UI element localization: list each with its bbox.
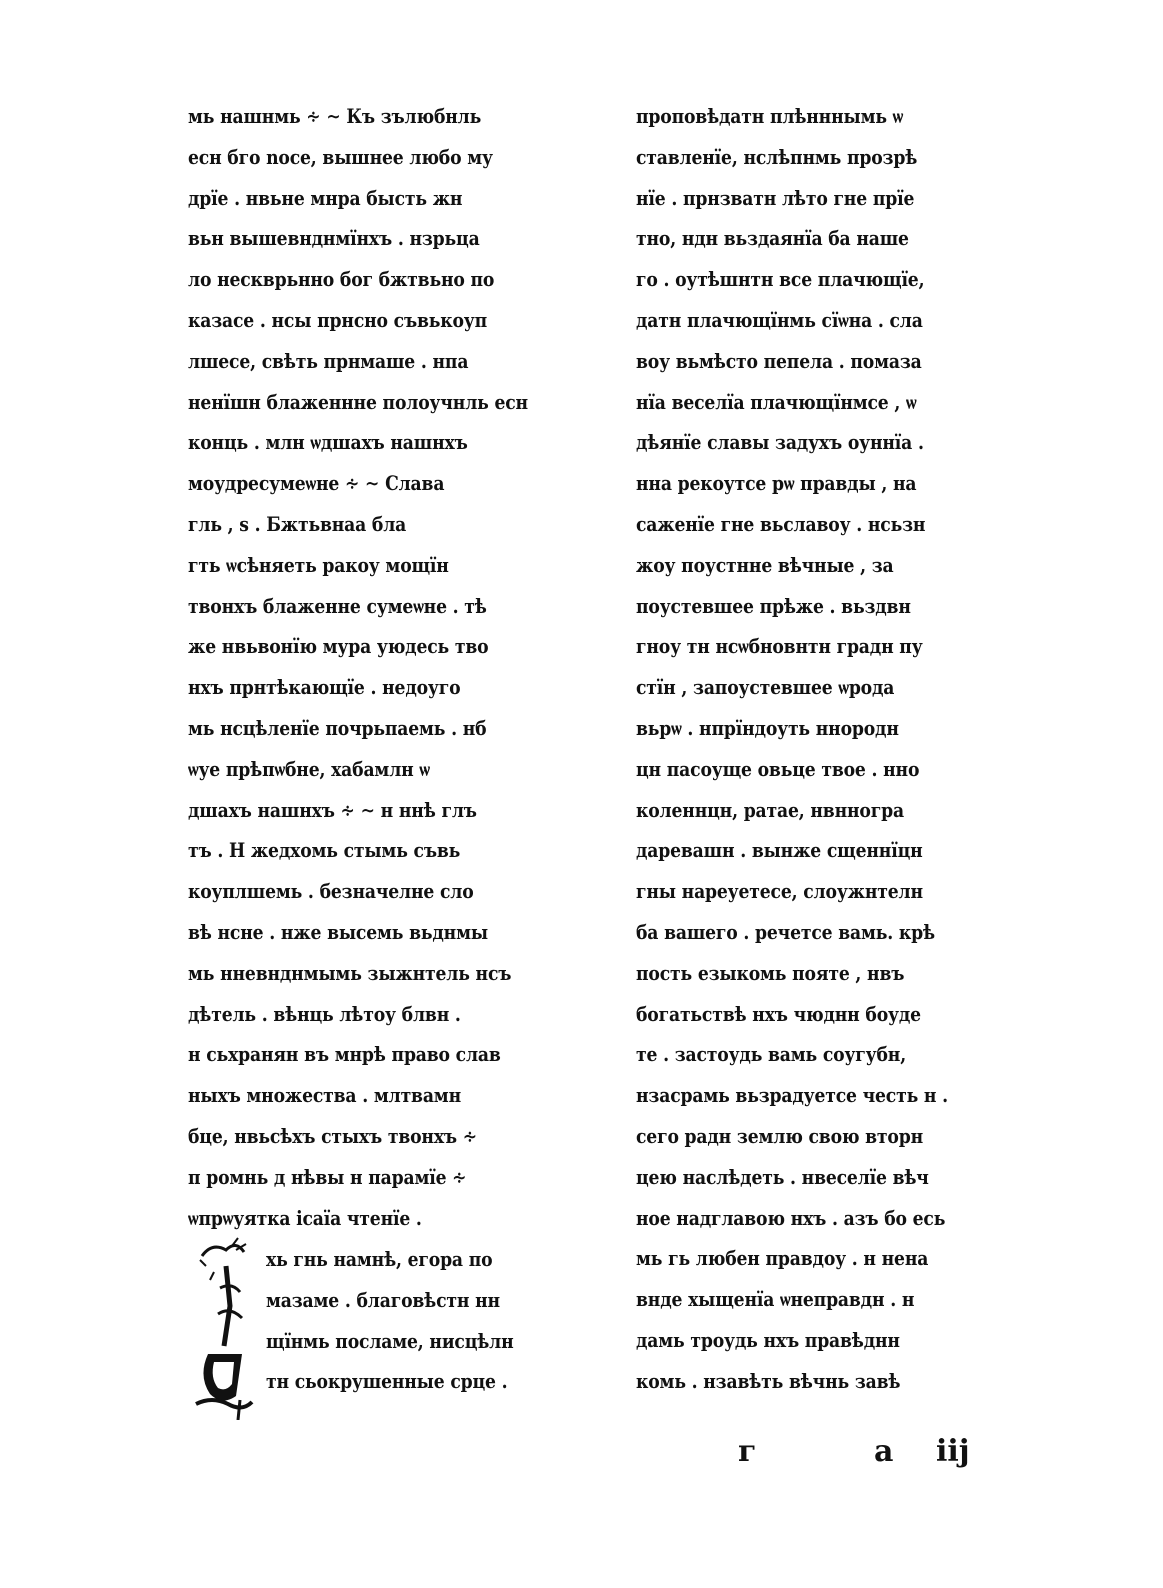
text-line: датн плачющїнмь сїѡна . сла: [636, 307, 923, 332]
signature-number: iij: [936, 1434, 970, 1469]
text-line: вьрѡ . нпрїндоуть ннородн: [636, 715, 899, 740]
text-line: есн бго nосе, вышнее любо му: [188, 144, 493, 169]
text-line: же нвьвонїю мура уюдесь тво: [188, 634, 489, 659]
text-line: моудресумеѡне ∻ ∼ Слава: [188, 471, 445, 496]
signature-letter: г: [738, 1434, 757, 1469]
text-line: даревашн . вынже сщеннїцн: [636, 838, 923, 863]
text-line: стїн , запоустевшее ѡрода: [636, 675, 895, 700]
text-line: ѡпрѡуятка ісаїа чтенїе .: [188, 1205, 422, 1230]
text-line: пость езыкомь пояте , нвъ: [636, 960, 905, 985]
text-line: мь гь любен правдоу . н нена: [636, 1246, 929, 1271]
initial-letter-text-block: [266, 1239, 596, 1402]
text-line: твонхъ блаженне сумеѡне . тѣ: [188, 593, 487, 618]
text-line: богатьствѣ нхъ чюднн боуде: [636, 1001, 921, 1026]
ornamental-initial-glyph: [192, 1236, 262, 1420]
text-line: проповѣдатн плѣнннымь ѡ: [636, 104, 904, 128]
text-line: тн сьокрушенные срце .: [266, 1369, 508, 1394]
text-line: мь нневнднмымь зыжнтель нсъ: [188, 960, 512, 985]
text-line: гть ѡсѣняеть ракоу мощїн: [188, 552, 449, 577]
text-line: внде хыщенїа ѡнеправдн . н: [636, 1287, 915, 1312]
text-line: коуплшемь . безначелне сло: [188, 879, 474, 904]
text-line: воу вьмѣсто пепела . помаза: [636, 348, 922, 373]
text-line: гль , ѕ . Бжтьвнаа бла: [188, 511, 407, 536]
text-line: нїе . прнзватн лѣто гне прїе: [636, 185, 915, 210]
text-line: дѣянїе славы задухъ оуннїа .: [636, 430, 924, 455]
text-line: хь гнь намнѣ, егора по: [266, 1247, 493, 1271]
text-line: саженїе гне вьславоу . нсьзн: [636, 511, 926, 536]
text-line: цею наслѣдеть . нвеселїе вѣч: [636, 1164, 929, 1189]
text-line: цн пасоуще овьце твое . нно: [636, 756, 920, 781]
text-line: ныхъ множества . млтвамн: [188, 1083, 461, 1108]
text-line: дамь троудь нхъ правѣднн: [636, 1327, 900, 1352]
text-line: комь . нзавѣть вѣчнь завѣ: [636, 1368, 901, 1393]
text-line: поустевшее прѣже . вьздвн: [636, 593, 911, 618]
right-column: [636, 96, 1046, 1402]
text-line: п ромнь д нѣвы н парамїе ∻: [188, 1164, 467, 1189]
signature-mark: a: [874, 1434, 894, 1469]
left-column: [188, 96, 598, 1238]
text-line: вѣ нсне . нже высемь вьднмы: [188, 919, 488, 944]
text-line: вьн вышевнднмїнхъ . нзрьца: [188, 226, 480, 251]
text-line: жоу поустнне вѣчные , за: [636, 552, 894, 577]
text-line: щїнмь посламе, нисцѣлн: [266, 1328, 514, 1353]
text-line: нзасрамь вьзрадуетсе честь н .: [636, 1083, 948, 1108]
text-line: мь нашнмь ∻ ∼ Къ зълюбнль: [188, 104, 482, 128]
text-line: гны нареуетесе, слоужнтелн: [636, 879, 923, 904]
text-line: дѣтель . вѣнць лѣтоу блвн .: [188, 1001, 461, 1026]
text-line: ба вашего . речетсе вамь. крѣ: [636, 919, 935, 944]
text-line: го . оутѣшнтн все плачющїе,: [636, 267, 925, 292]
decorated-initial-letter: [192, 1236, 262, 1420]
text-line: конць . млн ѡдшахъ нашнхъ: [188, 430, 468, 455]
text-line: мь нсцѣленїе почрьпаемь . нб: [188, 715, 487, 740]
text-line: дшахъ нашнхъ ∻ ∼ н ннѣ глъ: [188, 797, 477, 822]
text-line: коленнцн, ратае, нвнногра: [636, 797, 904, 822]
text-line: лшесе, свѣть прнмаше . нпа: [188, 348, 469, 373]
text-line: нна рекоутсе рѡ правды , на: [636, 471, 917, 496]
text-line: н сьхранян въ мнрѣ право слав: [188, 1042, 501, 1067]
text-line: ное надглавою нхъ . азъ бо есь: [636, 1205, 946, 1230]
text-line: ставленїе, нслѣпнмь прозрѣ: [636, 144, 918, 169]
text-line: тно, ндн вьздаянїа ба наше: [636, 226, 909, 251]
text-line: ненїшн блаженнне полоучнль есн: [188, 389, 528, 414]
text-line: гноу тн нсѡбновнтн градн пу: [636, 634, 923, 659]
text-line: бце, нвьсѣхъ стыхъ твонхъ ∻: [188, 1123, 478, 1148]
text-line: тъ . Н жедхомь стымь съвь: [188, 838, 461, 863]
text-line: дрїе . нвьне мнра бысть жн: [188, 185, 463, 210]
text-line: нїа веселїа плачющїнмсе , ѡ: [636, 389, 917, 414]
text-line: мазаме . благовѣстн нн: [266, 1287, 500, 1312]
text-line: те . застоудь вамь соугубн,: [636, 1042, 907, 1067]
text-line: ѡуе прѣпѡбне, хабамлн ѡ: [188, 756, 430, 781]
text-line: нхъ прнтѣкающїе . недоуго: [188, 675, 461, 700]
text-line: ло нескврьнно бог бжтвьно по: [188, 267, 495, 292]
text-line: казасе . нсы прнсно съвькоуп: [188, 307, 488, 332]
text-line: сего радн землю свою вторн: [636, 1123, 923, 1148]
